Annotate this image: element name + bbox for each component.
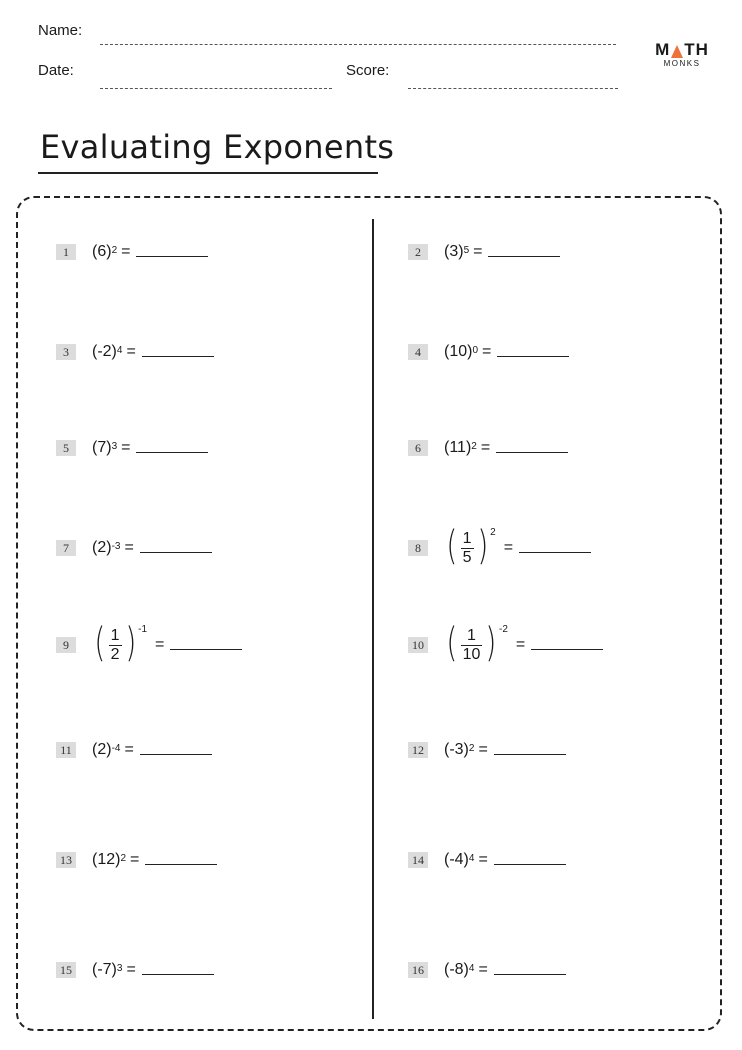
problem-number: 16 bbox=[408, 962, 428, 978]
base: (-8) bbox=[444, 961, 469, 978]
right-paren: ) bbox=[476, 523, 488, 569]
equals-sign: = bbox=[126, 343, 136, 360]
problem-1 bbox=[56, 227, 208, 277]
base: (-7) bbox=[92, 961, 117, 978]
equals-sign: = bbox=[130, 851, 140, 868]
answer-blank[interactable] bbox=[494, 974, 566, 975]
equals-sign: = bbox=[478, 961, 488, 978]
fraction bbox=[109, 627, 122, 664]
problem-14 bbox=[408, 835, 566, 885]
equals-sign: = bbox=[124, 741, 134, 758]
problem-8 bbox=[408, 523, 591, 573]
name-label: Name: bbox=[38, 22, 83, 39]
equals-sign: = bbox=[155, 636, 165, 653]
problem-7 bbox=[56, 523, 212, 573]
left-paren: ( bbox=[446, 523, 458, 569]
equals-sign: = bbox=[480, 439, 491, 456]
answer-blank[interactable] bbox=[170, 649, 242, 650]
problem-number: 7 bbox=[56, 540, 76, 556]
problem-13 bbox=[56, 835, 217, 885]
problem-number: 5 bbox=[56, 440, 76, 456]
date-label: Date: bbox=[38, 62, 74, 79]
base: (-3) bbox=[444, 741, 469, 758]
problem-number: 11 bbox=[56, 742, 76, 758]
base: (12) bbox=[92, 851, 121, 868]
base: (6) bbox=[92, 243, 112, 260]
numerator: 1 bbox=[467, 626, 476, 644]
exponent: 4 bbox=[468, 962, 475, 974]
base: (2) bbox=[92, 741, 112, 758]
answer-blank[interactable] bbox=[145, 864, 217, 865]
equals-sign: = bbox=[124, 539, 134, 556]
equals-sign: = bbox=[126, 961, 136, 978]
problem-3 bbox=[56, 327, 214, 377]
problem-15 bbox=[56, 945, 214, 995]
exponent: 3 bbox=[116, 962, 123, 974]
base: (10) bbox=[444, 343, 473, 360]
problem-number: 12 bbox=[408, 742, 428, 758]
left-paren: ( bbox=[446, 620, 458, 666]
answer-blank[interactable] bbox=[494, 754, 566, 755]
problem-6 bbox=[408, 423, 568, 473]
name-line[interactable] bbox=[100, 44, 616, 45]
answer-blank[interactable] bbox=[140, 754, 212, 755]
logo-wordmark: M TH bbox=[655, 40, 709, 59]
equals-sign: = bbox=[503, 539, 514, 556]
title-underline bbox=[38, 172, 378, 174]
right-paren: ) bbox=[124, 620, 136, 666]
exponent: 0 bbox=[472, 344, 479, 356]
problem-4 bbox=[408, 327, 569, 377]
numerator: 1 bbox=[110, 626, 120, 644]
left-paren: ( bbox=[94, 620, 106, 666]
problem-number: 14 bbox=[408, 852, 428, 868]
exponent: 2 bbox=[111, 244, 118, 256]
answer-blank[interactable] bbox=[496, 452, 568, 453]
base: (-4) bbox=[444, 851, 469, 868]
exponent: 3 bbox=[111, 440, 118, 452]
math-monks-logo bbox=[652, 40, 712, 68]
answer-blank[interactable] bbox=[519, 552, 591, 553]
fraction bbox=[461, 530, 474, 567]
exponent: 4 bbox=[468, 852, 475, 864]
problem-11 bbox=[56, 725, 212, 775]
date-line[interactable] bbox=[100, 88, 332, 89]
base: (7) bbox=[92, 439, 112, 456]
problems-box bbox=[16, 196, 722, 1031]
equals-sign: = bbox=[515, 636, 526, 653]
logo-subtitle: MONKS bbox=[663, 59, 701, 68]
base: (-2) bbox=[92, 343, 117, 360]
problem-number: 8 bbox=[408, 540, 428, 556]
score-label: Score: bbox=[346, 62, 390, 79]
answer-blank[interactable] bbox=[488, 256, 560, 257]
exponent: -1 bbox=[138, 624, 148, 635]
equals-sign: = bbox=[121, 243, 131, 260]
numerator: 1 bbox=[462, 529, 472, 547]
exponent: -4 bbox=[111, 742, 121, 754]
exponent: 2 bbox=[120, 852, 127, 864]
equals-sign: = bbox=[478, 741, 488, 758]
answer-blank[interactable] bbox=[136, 452, 208, 453]
answer-blank[interactable] bbox=[531, 649, 603, 650]
exponent: -2 bbox=[499, 624, 508, 635]
problem-number: 4 bbox=[408, 344, 428, 360]
answer-blank[interactable] bbox=[142, 356, 214, 357]
equals-sign: = bbox=[121, 439, 131, 456]
right-paren: ) bbox=[485, 620, 497, 666]
problem-number: 1 bbox=[56, 244, 76, 260]
exponent: 4 bbox=[116, 344, 123, 356]
equals-sign: = bbox=[482, 343, 492, 360]
answer-blank[interactable] bbox=[497, 356, 569, 357]
problem-2 bbox=[408, 227, 560, 277]
fraction bbox=[461, 627, 483, 664]
exponent: 2 bbox=[468, 742, 475, 754]
problem-9 bbox=[56, 620, 242, 670]
problem-number: 3 bbox=[56, 344, 76, 360]
base: (2) bbox=[92, 539, 112, 556]
problem-12 bbox=[408, 725, 566, 775]
problem-number: 10 bbox=[408, 637, 428, 653]
exponent: 2 bbox=[471, 440, 477, 452]
problem-10 bbox=[408, 620, 603, 670]
page-title: Evaluating Exponents bbox=[40, 128, 395, 166]
answer-blank[interactable] bbox=[142, 974, 214, 975]
exponent: 5 bbox=[463, 244, 470, 256]
logo-triangle-icon bbox=[671, 45, 683, 58]
base: (11) bbox=[444, 439, 472, 456]
problem-number: 2 bbox=[408, 244, 428, 260]
exponent: -3 bbox=[111, 540, 121, 552]
answer-blank[interactable] bbox=[140, 552, 212, 553]
equals-sign: = bbox=[473, 243, 483, 260]
score-line[interactable] bbox=[408, 88, 618, 89]
problem-number: 6 bbox=[408, 440, 428, 456]
denominator: 2 bbox=[110, 645, 120, 663]
base: (3) bbox=[444, 243, 464, 260]
problem-5 bbox=[56, 423, 208, 473]
equals-sign: = bbox=[478, 851, 488, 868]
problem-number: 15 bbox=[56, 962, 76, 978]
denominator: 10 bbox=[462, 645, 481, 663]
problem-16 bbox=[408, 945, 566, 995]
problem-number: 9 bbox=[56, 637, 76, 653]
answer-blank[interactable] bbox=[136, 256, 208, 257]
answer-blank[interactable] bbox=[494, 864, 566, 865]
column-divider bbox=[372, 219, 374, 1019]
exponent: 2 bbox=[490, 527, 496, 538]
denominator: 5 bbox=[462, 548, 472, 566]
problem-number: 13 bbox=[56, 852, 76, 868]
